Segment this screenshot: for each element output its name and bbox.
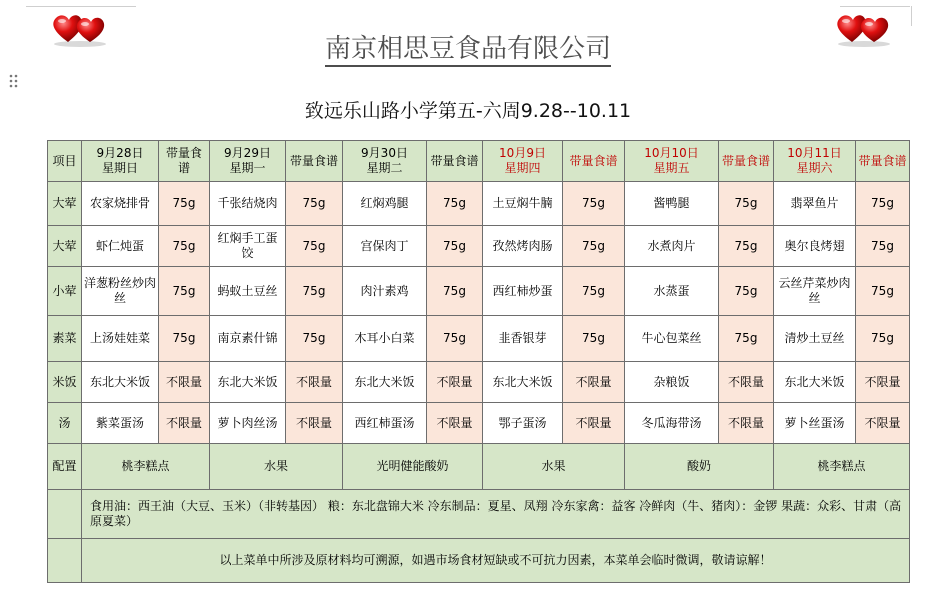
dish-cell: 洋葱粉丝炒肉丝 — [82, 267, 159, 316]
qty-cell: 75g — [856, 226, 910, 267]
day-header — [774, 141, 856, 182]
dish-cell: 南京素什锦 — [210, 316, 286, 362]
row-label-empty — [48, 490, 82, 539]
qty-cell: 不限量 — [159, 362, 210, 403]
qty-cell: 75g — [427, 182, 483, 226]
table-row — [48, 316, 910, 362]
qty-cell: 75g — [719, 316, 774, 362]
row-label: 大荤 — [48, 226, 82, 267]
qty-cell: 75g — [159, 267, 210, 316]
dish-cell: 红焖手工蛋饺 — [210, 226, 286, 267]
qty-cell: 75g — [427, 316, 483, 362]
row-label: 汤 — [48, 403, 82, 444]
dish-cell: 东北大米饭 — [210, 362, 286, 403]
day-weekday: 星期六 — [796, 161, 833, 175]
qty-cell: 75g — [286, 182, 343, 226]
qty-header: 带量食谱 — [856, 141, 910, 182]
dish-cell: 杂粮饭 — [625, 362, 719, 403]
qty-cell: 75g — [856, 267, 910, 316]
qty-cell: 不限量 — [286, 403, 343, 444]
row-label: 米饭 — [48, 362, 82, 403]
dish-cell: 东北大米饭 — [774, 362, 856, 403]
dish-cell: 水蒸蛋 — [625, 267, 719, 316]
day-date: 9月30日 — [361, 146, 408, 160]
side-cell: 光明健能酸奶 — [343, 444, 483, 490]
row-label: 配置 — [48, 444, 82, 490]
qty-cell: 75g — [563, 316, 625, 362]
qty-cell: 75g — [286, 316, 343, 362]
company-title — [0, 28, 936, 65]
menu-subtitle: 致远乐山路小学第五-六周9.28--10.11 — [304, 100, 632, 122]
qty-cell: 75g — [856, 316, 910, 362]
row-label: 小荤 — [48, 267, 82, 316]
dish-cell: 虾仁炖蛋 — [82, 226, 159, 267]
company-title-text: 南京相思豆食品有限公司 — [325, 34, 611, 67]
day-header — [625, 141, 719, 182]
qty-header: 带量食谱 — [159, 141, 210, 182]
day-weekday: 星期二 — [366, 161, 403, 175]
table-row — [48, 267, 910, 316]
day-weekday: 星期四 — [504, 161, 541, 175]
qty-header: 带量食谱 — [719, 141, 774, 182]
dish-cell: 西红柿炒蛋 — [483, 267, 563, 316]
day-date: 10月11日 — [787, 146, 842, 160]
qty-cell: 不限量 — [719, 403, 774, 444]
row-label-empty — [48, 539, 82, 583]
dish-cell: 韭香银芽 — [483, 316, 563, 362]
table-row — [48, 539, 910, 583]
qty-cell: 不限量 — [427, 362, 483, 403]
row-label: 大荤 — [48, 182, 82, 226]
dish-cell: 东北大米饭 — [343, 362, 427, 403]
day-header — [343, 141, 427, 182]
qty-header: 带量食谱 — [286, 141, 343, 182]
day-weekday: 星期一 — [229, 161, 266, 175]
qty-cell: 不限量 — [719, 362, 774, 403]
qty-cell: 75g — [286, 226, 343, 267]
day-header — [82, 141, 159, 182]
dish-cell: 冬瓜海带汤 — [625, 403, 719, 444]
dish-cell: 牛心包菜丝 — [625, 316, 719, 362]
dish-cell: 清炒土豆丝 — [774, 316, 856, 362]
qty-cell: 不限量 — [563, 362, 625, 403]
day-weekday: 星期五 — [653, 161, 690, 175]
drag-handle-icon[interactable] — [9, 74, 19, 90]
dish-cell: 农家烧排骨 — [82, 182, 159, 226]
qty-cell: 75g — [719, 267, 774, 316]
dish-cell: 东北大米饭 — [82, 362, 159, 403]
dish-cell: 东北大米饭 — [483, 362, 563, 403]
day-header — [210, 141, 286, 182]
row-label: 素菜 — [48, 316, 82, 362]
dish-cell: 孜然烤肉肠 — [483, 226, 563, 267]
dish-cell: 云丝芹菜炒肉丝 — [774, 267, 856, 316]
day-date: 10月10日 — [644, 146, 699, 160]
side-cell: 桃李糕点 — [82, 444, 210, 490]
page-corner-mark-right-vertical — [911, 6, 912, 26]
table-row — [48, 403, 910, 444]
dish-cell: 蚂蚁土豆丝 — [210, 267, 286, 316]
dish-cell: 千张结烧肉 — [210, 182, 286, 226]
table-row — [48, 444, 910, 490]
qty-cell: 不限量 — [286, 362, 343, 403]
dish-cell: 紫菜蛋汤 — [82, 403, 159, 444]
side-cell: 桃李糕点 — [774, 444, 910, 490]
qty-cell: 不限量 — [856, 403, 910, 444]
dish-cell: 奥尔良烤翅 — [774, 226, 856, 267]
dish-cell: 萝卜肉丝汤 — [210, 403, 286, 444]
table-row — [48, 490, 910, 539]
side-cell: 水果 — [210, 444, 343, 490]
column-header-item: 项目 — [48, 141, 82, 182]
footer-note: 以上菜单中所涉及原材料均可溯源，如遇市场食材短缺或不可抗力因素，本菜单会临时微调，敬请谅解！ — [82, 539, 910, 583]
day-date: 9月28日 — [96, 146, 144, 160]
qty-cell: 75g — [563, 226, 625, 267]
suppliers-note: 食用油：西王油（大豆、玉米）（非转基因） 粮：东北盘锦大米 冷东制品：夏星、凤翔 冷东家禽：益客 冷鲜肉（牛、猪肉）：金锣 果蔬：众彩、甘肃（高原夏菜） — [82, 490, 910, 539]
dish-cell: 酱鸭腿 — [625, 182, 719, 226]
qty-cell: 75g — [719, 182, 774, 226]
table-row — [48, 182, 910, 226]
side-cell: 水果 — [483, 444, 625, 490]
qty-cell: 75g — [719, 226, 774, 267]
qty-cell: 75g — [563, 267, 625, 316]
dish-cell: 水煮肉片 — [625, 226, 719, 267]
qty-cell: 不限量 — [563, 403, 625, 444]
day-header — [483, 141, 563, 182]
dish-cell: 上汤娃娃菜 — [82, 316, 159, 362]
day-date: 10月9日 — [499, 146, 546, 160]
menu-table — [47, 140, 910, 583]
qty-cell: 75g — [159, 226, 210, 267]
qty-cell: 75g — [563, 182, 625, 226]
qty-cell: 75g — [159, 316, 210, 362]
dish-cell: 肉汁素鸡 — [343, 267, 427, 316]
day-date: 9月29日 — [224, 146, 271, 160]
qty-header: 带量食谱 — [563, 141, 625, 182]
dish-cell: 翡翠鱼片 — [774, 182, 856, 226]
qty-cell: 75g — [159, 182, 210, 226]
side-cell: 酸奶 — [625, 444, 774, 490]
table-row — [48, 226, 910, 267]
dish-cell: 土豆焖牛腩 — [483, 182, 563, 226]
dish-cell: 鄂子蛋汤 — [483, 403, 563, 444]
qty-header: 带量食谱 — [427, 141, 483, 182]
qty-cell: 75g — [286, 267, 343, 316]
dish-cell: 宫保肉丁 — [343, 226, 427, 267]
qty-cell: 75g — [427, 226, 483, 267]
dish-cell: 西红柿蛋汤 — [343, 403, 427, 444]
dish-cell: 木耳小白菜 — [343, 316, 427, 362]
dish-cell: 红焖鸡腿 — [343, 182, 427, 226]
dish-cell: 萝卜丝蛋汤 — [774, 403, 856, 444]
qty-cell: 75g — [856, 182, 910, 226]
qty-cell: 不限量 — [856, 362, 910, 403]
qty-cell: 不限量 — [427, 403, 483, 444]
table-row — [48, 362, 910, 403]
day-weekday: 星期日 — [101, 161, 138, 175]
qty-cell: 不限量 — [159, 403, 210, 444]
qty-cell: 75g — [427, 267, 483, 316]
